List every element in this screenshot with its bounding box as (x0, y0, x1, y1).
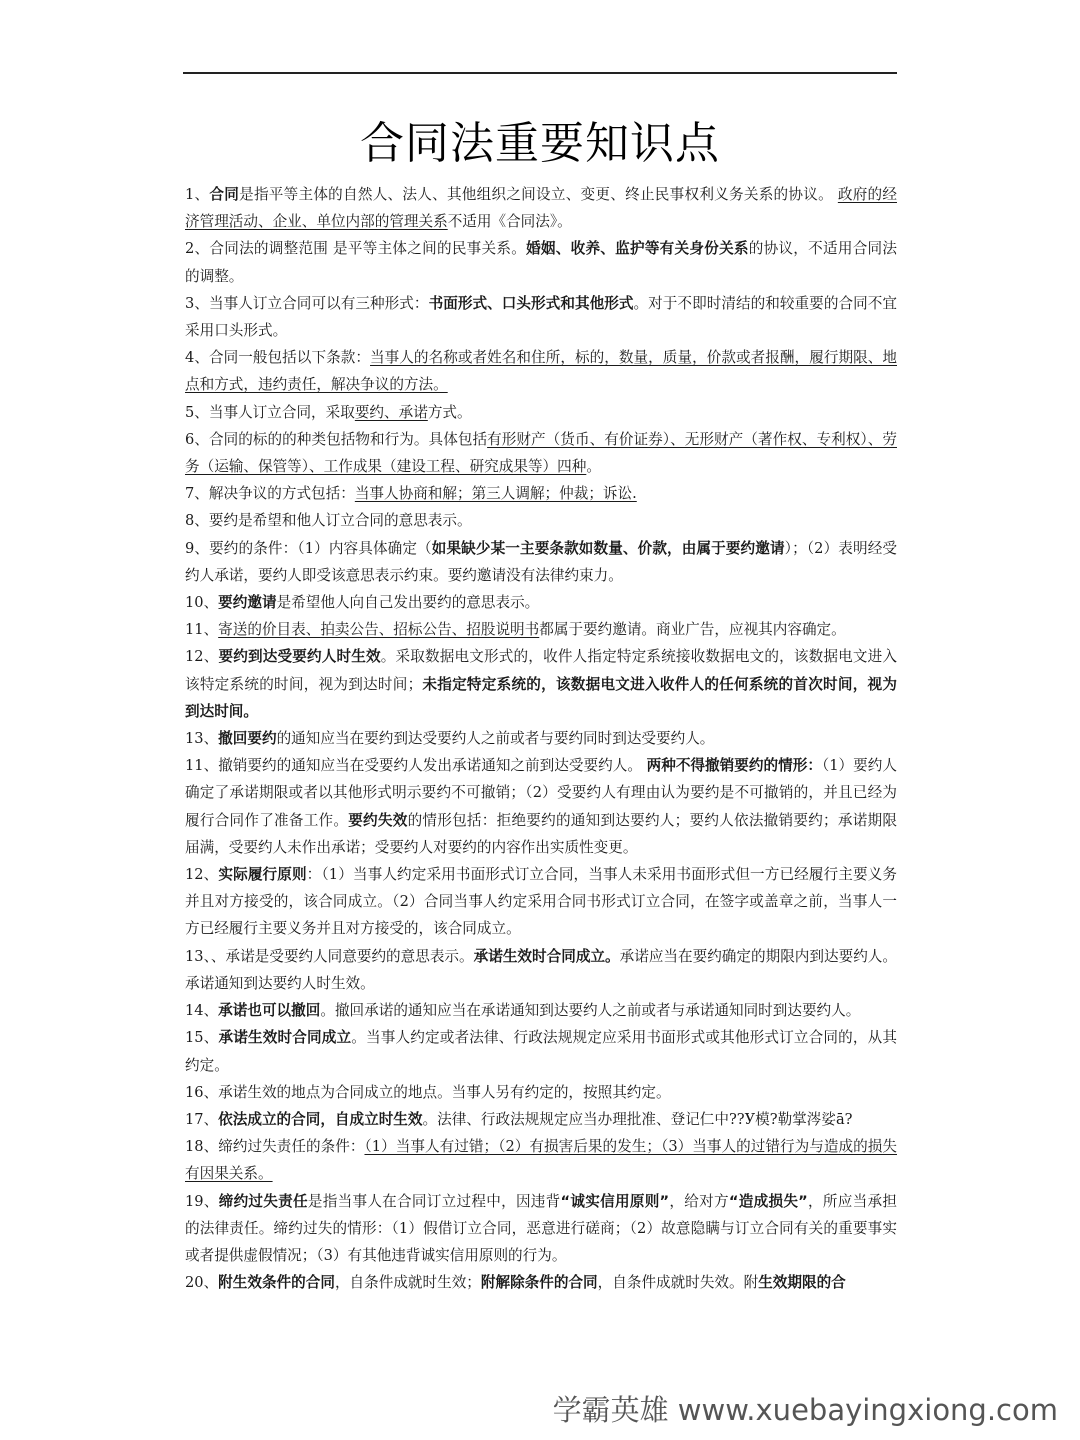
text-run: 。当事人约定或者法律、行政法规规定应采用书面形式或其他形式订立合同的，从其约定。 (185, 1029, 897, 1074)
paragraph-21 (185, 1133, 897, 1187)
paragraph-8 (185, 507, 897, 534)
text-run: ，自条件成就时生效； (334, 1274, 481, 1292)
text-run: 不适用《合同法》。 (447, 213, 572, 231)
text-run: 。采取数据电文形式的，收件人指定特定系统接收数据电文的，该数据电文进入该特定系统的时间，视为到达时间； (185, 648, 897, 693)
underlined-text: 政府的经济管理活动、企业、单位内部的管理关系 (185, 186, 897, 231)
underlined-text: 当事人协商和解；第三人调解；仲裁；诉讼. (354, 485, 637, 503)
paragraph-4 (185, 344, 897, 398)
text-run: （1）要约人确定了承诺期限或者以其他形式明示要约不可撤销；（2）受要约人有理由认为要约是不可撤销的，并且已经为履行合同作了准备工作。 (185, 757, 897, 829)
paragraph-2 (185, 235, 897, 289)
text-run: ，自条件成就时失效。附 (597, 1274, 759, 1292)
paragraph-5 (185, 399, 897, 426)
text-run: 的通知应当在要约到达受要约人之前或者与要约同时到达受要约人。 (276, 730, 715, 748)
text-run: 是希望他人向自己发出要约的意思表示。 (276, 594, 540, 612)
paragraph-9 (185, 535, 897, 589)
text-run: 11、 (185, 621, 219, 639)
text-run: 5、当事人订立合同，采取 (185, 403, 355, 421)
paragraph-7 (185, 480, 897, 507)
paragraph-16 (185, 943, 897, 997)
text-run: 都属于要约邀请。商业广告，应视其内容确定。 (539, 621, 846, 639)
bold-text: 承诺也可以撤回 (218, 1002, 321, 1020)
paragraph-22 (185, 1188, 897, 1270)
header-rule (183, 72, 897, 74)
bold-text: 婚姻、收养、监护等有关身份关系 (526, 240, 749, 258)
bold-text: 要约失效 (348, 811, 408, 829)
text-run: 13、 (185, 730, 219, 748)
text-run: 。 (586, 458, 601, 476)
bold-text: 要约邀请 (218, 594, 277, 612)
text-run: 方式。 (427, 403, 472, 421)
text-run: 13、、承诺是受要约人同意要约的意思表示。 (185, 947, 474, 965)
paragraph-23 (185, 1269, 897, 1296)
bold-text: 承诺生效时合同成立。 (473, 947, 620, 965)
text-run: 7、解决争议的方式包括： (185, 485, 355, 503)
text-run: 。法律、行政法规规定应当办理批准、登记仁中??У模?勒掌涔娑ā? (422, 1110, 853, 1128)
underlined-text: 寄送的价目表、拍卖公告、招标公告、招股说明书 (218, 621, 540, 639)
bold-text: 未指定特定系统的，该数据电文进入收件人的任何系统的首次时间，视为到达时间。 (185, 675, 897, 720)
bold-text: 附解除条件的合同 (480, 1274, 598, 1292)
text-run: ，所应当承担的法律责任。缔约过失的情形：（1）假借订立合同，恶意进行磋商；（2）故意隐瞒与订立合同有关的重要事实或者提供虚假情况；（3）有其他违背诚实信用原则的行为。 (185, 1192, 897, 1264)
bold-text: 承诺生效时合同成立 (218, 1029, 352, 1047)
paragraph-18 (185, 1024, 897, 1078)
bold-text: 合同 (209, 186, 240, 203)
bold-text: 缔约过失责任 (218, 1192, 308, 1210)
text-run: ：（1）当事人约定采用书面形式订立合同，当事人未采用书面形式但一方已经履行主要义务并且对方接受的，该合同成立。（2）合同当事人约定采用合同书形式订立合同，在签字或盖章之前，当事人一方已经履行主要义务并且对方接受的，该合同成立。 (185, 866, 897, 938)
text-run: 1、 (185, 186, 210, 203)
text-run: 承诺应当在要约确定的期限内到达要约人。承诺通知到达要约人时生效。 (185, 947, 897, 992)
paragraph-13 (185, 725, 897, 752)
text-run: 12、 (185, 866, 219, 884)
paragraph-15 (185, 861, 897, 943)
paragraph-14 (185, 752, 897, 861)
text-run: 的协议，不适用合同法的调整。 (185, 240, 897, 285)
bold-text: 依法成立的合同，自成立时生效 (218, 1110, 423, 1128)
paragraph-10 (185, 589, 897, 616)
text-run: ，给对方 (669, 1192, 729, 1210)
paragraph-6 (185, 426, 897, 480)
text-run: 14、 (185, 1002, 219, 1020)
page-title: 合同法重要知识点 (360, 118, 720, 169)
text-run: 是指当事人在合同订立过程中，因违背 (307, 1192, 561, 1210)
paragraph-1 (185, 181, 897, 235)
watermark: 学霸英雄 www.xuebayingxiong.com (552, 1393, 1058, 1427)
text-run: 16、承诺生效的地点为合同成立的地点。当事人另有约定的，按照其约定。 (185, 1083, 671, 1101)
text-run: 20、 (185, 1274, 219, 1292)
paragraph-11 (185, 616, 897, 643)
text-run: 。撤回承诺的通知应当在承诺通知到达要约人之前或者与承诺通知同时到达要约人。 (320, 1002, 861, 1020)
text-run: 6、合同的标的的种类包括物和行为。具体包括 (185, 430, 488, 448)
underlined-text: 有形财产（货币、有价证券）、无形财产（著作权、专利权）、劳务（运输、保管等）、工作成果（建设工程、研究成果等）四种 (185, 430, 897, 476)
bold-text: 要约到达受要约人时生效 (218, 648, 381, 666)
text-run: 19、 (185, 1192, 219, 1210)
bold-text: 书面形式、口头形式和其他形式 (428, 294, 634, 312)
document-body (185, 181, 897, 1296)
paragraph-3 (185, 290, 897, 344)
bold-text: “诚实信用原则” (560, 1192, 670, 1210)
paragraph-20 (185, 1106, 897, 1133)
bold-text: 如果缺少某一主要条款如数量、价款，由属于要约邀请 (431, 539, 785, 557)
text-run: 3、当事人订立合同可以有三种形式： (185, 294, 429, 312)
text-run: 15、 (185, 1029, 219, 1047)
text-run: 。对于不即时清结的和较重要的合同不宜采用口头形式。 (185, 294, 897, 340)
text-run: 18、缔约过失责任的条件： (185, 1138, 365, 1156)
text-run: 的情形包括：拒绝要约的通知到达要约人；要约人依法撤销要约；承诺期限届满，受要约人未作出承诺；受要约人对要约的内容作出实质性变更。 (185, 811, 897, 856)
paragraph-12 (185, 643, 897, 725)
text-run: 10、 (185, 594, 219, 612)
paragraph-19 (185, 1079, 897, 1106)
underlined-text: 当事人的名称或者姓名和住所，标的，数量，质量，价款或者报酬，履行期限、地点和方式，违约责任，解决争议的方法。 (185, 349, 897, 394)
bold-text: 实际履行原则 (218, 866, 307, 884)
text-run: 4、合同一般包括以下条款： (185, 349, 371, 367)
text-run: 2、合同法的调整范围 是平等主体之间的民事关系。 (185, 240, 527, 258)
text-run: 9、要约的条件：（1）内容具体确定（ (185, 539, 432, 557)
text-run: ）；（2）表明经受约人承诺，要约人即受该意思表示约束。要约邀请没有法律约束力。 (185, 539, 897, 584)
bold-text: 附生效条件的合同 (218, 1274, 335, 1292)
bold-text: “造成损失” (728, 1192, 808, 1210)
text-run: 12、 (185, 648, 219, 666)
underlined-text: 要约、承诺 (354, 403, 428, 421)
text-run: 8、要约是希望和他人订立合同的意思表示。 (185, 512, 472, 530)
bold-text: 两种不得撤销要约的情形： (646, 757, 822, 775)
underlined-text: （1）当事人有过错；（2）有损害后果的发生；（3）当事人的过错行为与造成的损失有因果关系。 (185, 1138, 897, 1183)
text-run: 11、撤销要约的通知应当在受要约人发出承诺通知之前到达受要约人。 (185, 757, 647, 775)
text-run: 是指平等主体的自然人、法人、其他组织之间设立、变更、终止民事权利义务关系的协议。 (239, 186, 838, 203)
bold-text: 生效期限的合 (758, 1274, 846, 1292)
text-run: 17、 (185, 1110, 219, 1128)
bold-text: 撤回要约 (218, 730, 277, 748)
paragraph-17 (185, 997, 897, 1024)
